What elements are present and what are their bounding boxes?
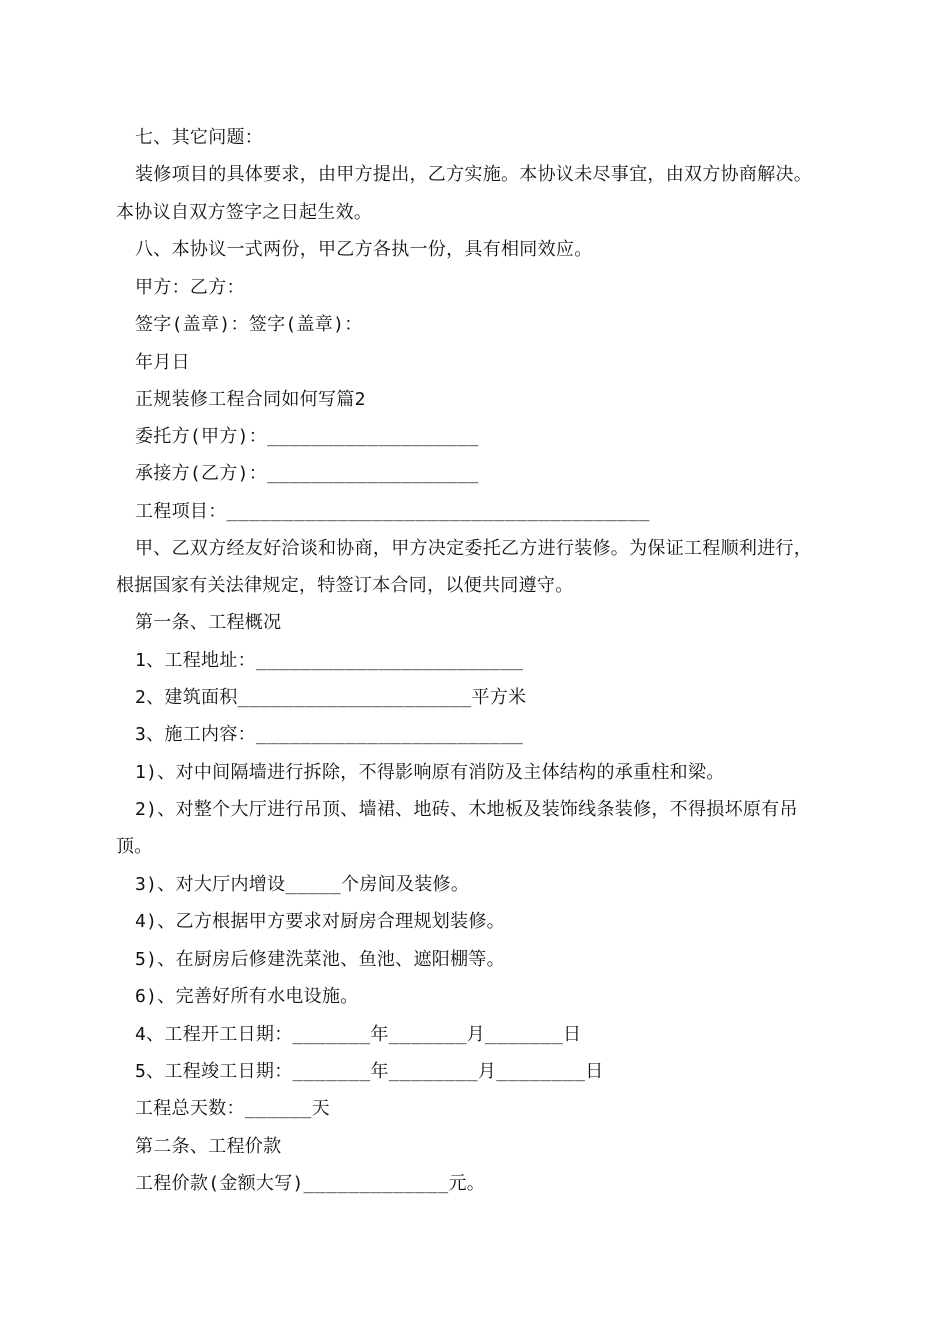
content-field: 3、施工内容：________________________: [135, 724, 524, 745]
section-heading: 八、本协议一式两份，甲乙方各执一份，具有相同效应。: [135, 239, 593, 260]
list-item: 2)、对整个大厅进行吊顶、墙裙、地砖、木地板及装饰线条装修，不得损坏原有吊: [135, 799, 798, 820]
paragraph-line: 甲、乙双方经友好洽谈和协商，甲方决定委托乙方进行装修。为保证工程顺利进行，: [135, 538, 813, 559]
list-item: 4)、乙方根据甲方要求对厨房合理规划装修。: [135, 911, 505, 932]
client-field: 委托方(甲方)：___________________: [135, 426, 479, 447]
date-line: 年月日: [135, 352, 190, 373]
paragraph-line: 装修项目的具体要求，由甲方提出，乙方实施。本协议未尽事宜，由双方协商解决。: [135, 164, 813, 185]
section-heading: 七、其它问题：: [135, 127, 264, 148]
paragraph-line: 顶。: [116, 836, 153, 857]
area-field: 2、建筑面积_____________________平方米: [135, 687, 527, 708]
project-field: 工程项目：______________________________________: [135, 501, 650, 522]
list-item: 3)、对大厅内增设_____个房间及装修。: [135, 874, 470, 895]
list-item: 1)、对中间隔墙进行拆除，不得影响原有消防及主体结构的承重柱和梁。: [135, 762, 725, 783]
price-field: 工程价款(金额大写)_____________元。: [135, 1173, 486, 1194]
signature-parties: 甲方：乙方：: [135, 277, 245, 298]
signature-line: 签字(盖章)：签字(盖章)：: [135, 314, 363, 335]
paragraph-line: 根据国家有关法律规定，特签订本合同，以便共同遵守。: [116, 575, 574, 596]
article-heading: 第一条、工程概况: [135, 612, 282, 633]
address-field: 1、工程地址：________________________: [135, 650, 524, 671]
total-days-field: 工程总天数：______天: [135, 1098, 330, 1119]
end-date-field: 5、工程竣工日期：_______年________月________日: [135, 1061, 604, 1082]
article-heading: 第二条、工程价款: [135, 1136, 282, 1157]
contractor-field: 承接方(乙方)：___________________: [135, 463, 479, 484]
start-date-field: 4、工程开工日期：_______年_______月_______日: [135, 1024, 582, 1045]
document-title: 正规装修工程合同如何写篇2: [135, 389, 366, 410]
list-item: 6)、完善好所有水电设施。: [135, 986, 359, 1007]
paragraph-line: 本协议自双方签字之日起生效。: [116, 202, 373, 223]
list-item: 5)、在厨房后修建洗菜池、鱼池、遮阳棚等。: [135, 949, 505, 970]
